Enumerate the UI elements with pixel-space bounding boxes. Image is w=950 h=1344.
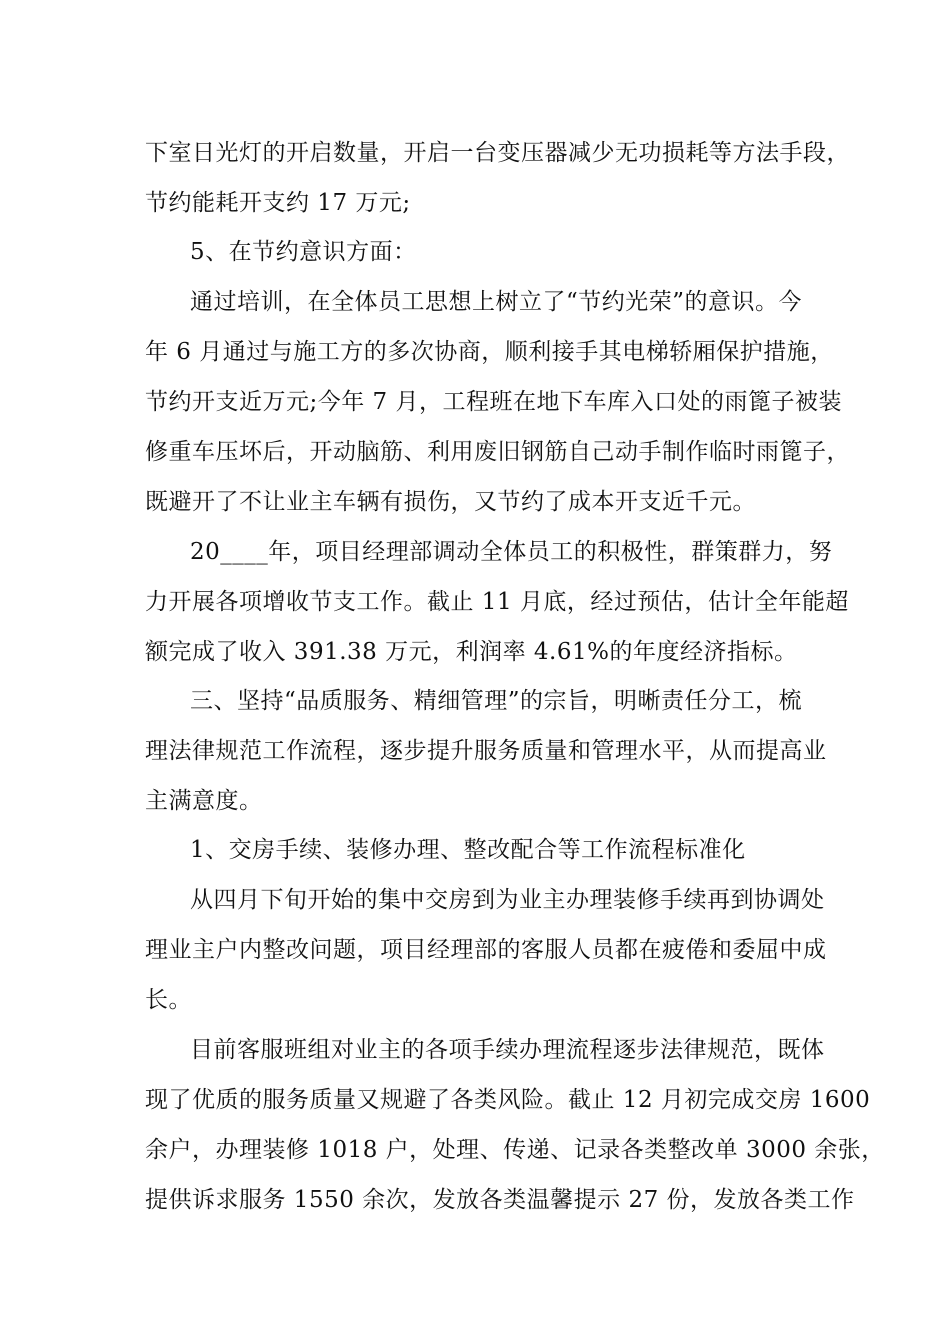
text-line: 修重车压坏后，开动脑筋、利用废旧钢筋自己动手制作临时雨篦子， (145, 439, 850, 465)
subsection-heading: 1、交房手续、装修办理、整改配合等工作流程标准化 (190, 837, 746, 863)
text-line: 现了优质的服务质量又规避了各类风险。截止 12 月初完成交房 1600 (145, 1087, 871, 1113)
text-line: 额完成了收入 391.38 万元，利润率 4.61%的年度经济指标。 (145, 639, 798, 665)
text-line: 节约能耗开支约 17 万元; (145, 190, 411, 216)
text-line: 理法律规范工作流程，逐步提升服务质量和管理水平，从而提高业 (145, 738, 827, 764)
text-line: 余户，办理装修 1018 户，处理、传递、记录各类整改单 3000 余张， (145, 1137, 885, 1163)
text-line: 长。 (145, 987, 192, 1013)
text-line: 既避开了不让业主车辆有损伤，又节约了成本开支近千元。 (145, 489, 756, 515)
text-line: 力开展各项增收节支工作。截止 11 月底，经过预估，估计全年能超 (145, 589, 849, 615)
text-line: 理业主户内整改问题，项目经理部的客服人员都在疲倦和委屈中成 (145, 937, 827, 963)
text-line: 目前客服班组对业主的各项手续办理流程逐步法律规范，既体 (190, 1037, 825, 1063)
text-line: 从四月下旬开始的集中交房到为业主办理装修手续再到协调处 (190, 887, 825, 913)
text-line: 主满意度。 (145, 788, 263, 814)
text-line: 年 6 月通过与施工方的多次协商，顺利接手其电梯轿厢保护措施， (145, 339, 834, 365)
text-line: 节约开支近万元;今年 7 月，工程班在地下车库入口处的雨篦子被装 (145, 389, 843, 415)
section-heading: 5、在节约意识方面： (190, 239, 417, 265)
text-line: 通过培训，在全体员工思想上树立了“节约光荣”的意识。今 (190, 289, 803, 315)
text-line: 20____年，项目经理部调动全体员工的积极性，群策群力，努 (190, 539, 833, 565)
section-heading: 三、坚持“品质服务、精细管理”的宗旨，明晰责任分工，梳 (190, 688, 803, 714)
text-line: 提供诉求服务 1550 余次，发放各类温馨提示 27 份，发放各类工作 (145, 1187, 855, 1213)
text-line: 下室日光灯的开启数量，开启一台变压器减少无功损耗等方法手段， (145, 140, 850, 166)
